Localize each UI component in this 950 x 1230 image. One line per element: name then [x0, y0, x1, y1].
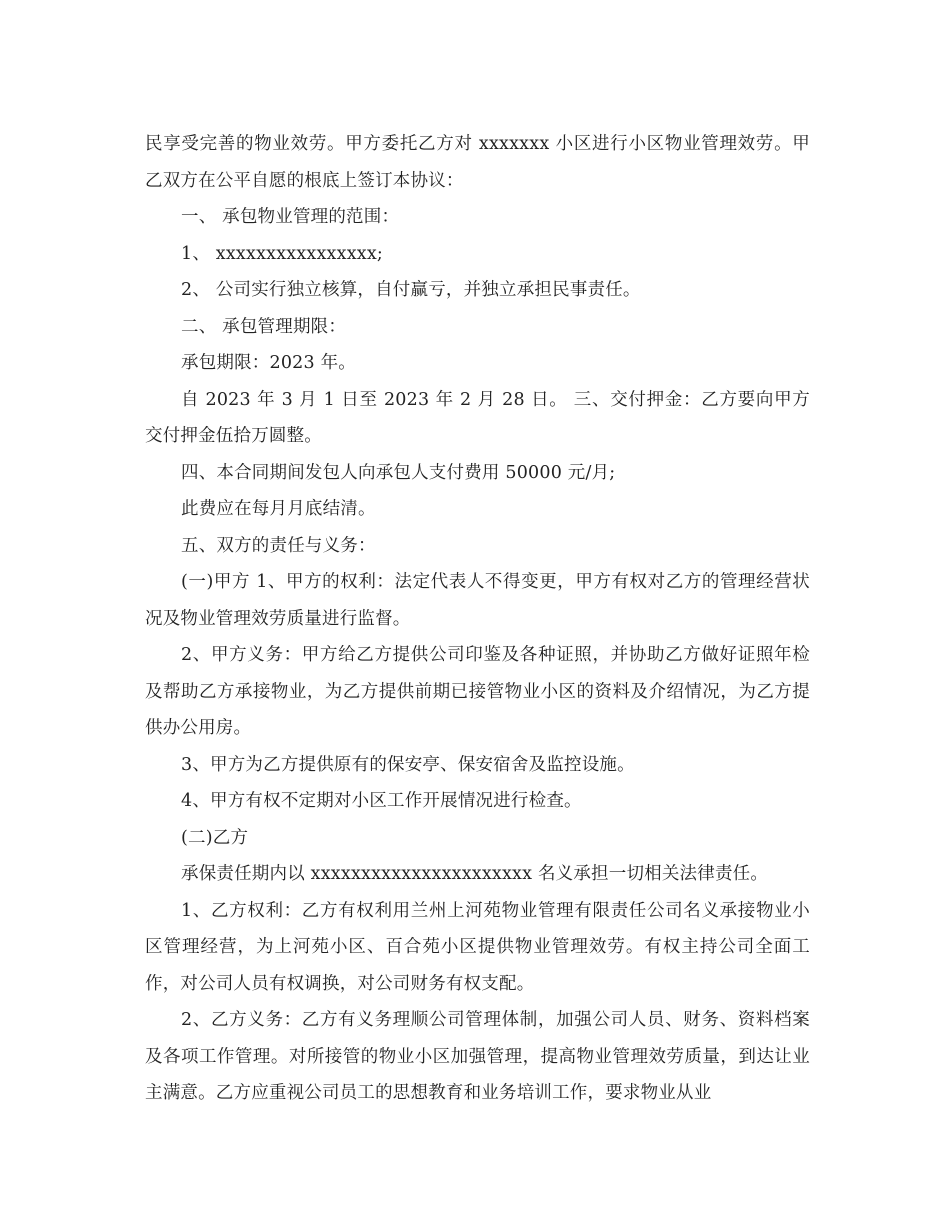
- paragraph-section-2-heading: 二、 承包管理期限：: [181, 316, 347, 337]
- paragraph-fee-settlement: 此费应在每月月底结清。: [181, 499, 376, 519]
- paragraph-party-a-rights: (一)甲方 1、甲方的权利：法定代表人不得变更，甲方有权对乙方的管理经营状况及物业管理效劳质量进行监督。: [145, 572, 810, 629]
- paragraph-party-b-obligations: 2、乙方义务：乙方有义务理顺公司管理体制，加强公司人员、财务、资料档案及各项工作管理。对所接管的物业小区加强管理，提高物业管理效劳质量，到达让业主满意。乙方应重视公司员工的思想教育和业务培训工作，要求物业从业: [145, 1010, 810, 1103]
- paragraph-term-dates-deposit: 自 2023 年 3 月 1 日至 2023 年 2 月 28 日。 三、交付押金：乙方要向甲方交付押金伍拾万圆整。: [145, 389, 810, 446]
- paragraph-party-a-inspection: 4、甲方有权不定期对小区工作开展情况进行检查。: [181, 791, 582, 811]
- paragraph-party-b-rights: 1、乙方权利：乙方有权利用兰州上河苑物业管理有限责任公司名义承接物业小区管理经营，为上河苑小区、百合苑小区提供物业管理效劳。有权主持公司全面工作，对公司人员有权调换，对公司财务有权支配。: [145, 900, 810, 994]
- paragraph-intro: 民享受完善的物业效劳。甲方委托乙方对 xxxxxxx 小区进行小区物业管理效劳。甲乙双方在公平自愿的根底上签订本协议：: [145, 134, 810, 191]
- paragraph-party-b-liability: 承保责任期内以 xxxxxxxxxxxxxxxxxxxxxx 名义承担一切相关法律责任。: [181, 864, 769, 884]
- paragraph-section-1-item-1: 1、 xxxxxxxxxxxxxxxx;: [181, 243, 384, 264]
- paragraph-party-b-heading: (二)乙方: [181, 827, 249, 848]
- paragraph-section-1-item-2: 2、 公司实行独立核算，自付赢亏，并独立承担民事责任。: [181, 280, 641, 300]
- paragraph-section-5-heading: 五、双方的责任与义务：: [181, 535, 376, 556]
- paragraph-section-1-heading: 一、 承包物业管理的范围：: [181, 207, 400, 227]
- document-body: [145, 126, 810, 1112]
- paragraph-section-4-fee: 四、本合同期间发包人向承包人支付费用 50000 元/月;: [181, 462, 616, 483]
- paragraph-contract-term: 承包期限：2023 年。: [181, 353, 356, 373]
- paragraph-party-a-obligations: 2、甲方义务：甲方给乙方提供公司印鉴及各种证照，并协助乙方做好证照年检及帮助乙方承接物业，为乙方提供前期已接管物业小区的资料及介绍情况，为乙方提供办公用房。: [145, 645, 810, 738]
- paragraph-party-a-facilities: 3、甲方为乙方提供原有的保安亭、保安宿舍及监控设施。: [181, 754, 635, 775]
